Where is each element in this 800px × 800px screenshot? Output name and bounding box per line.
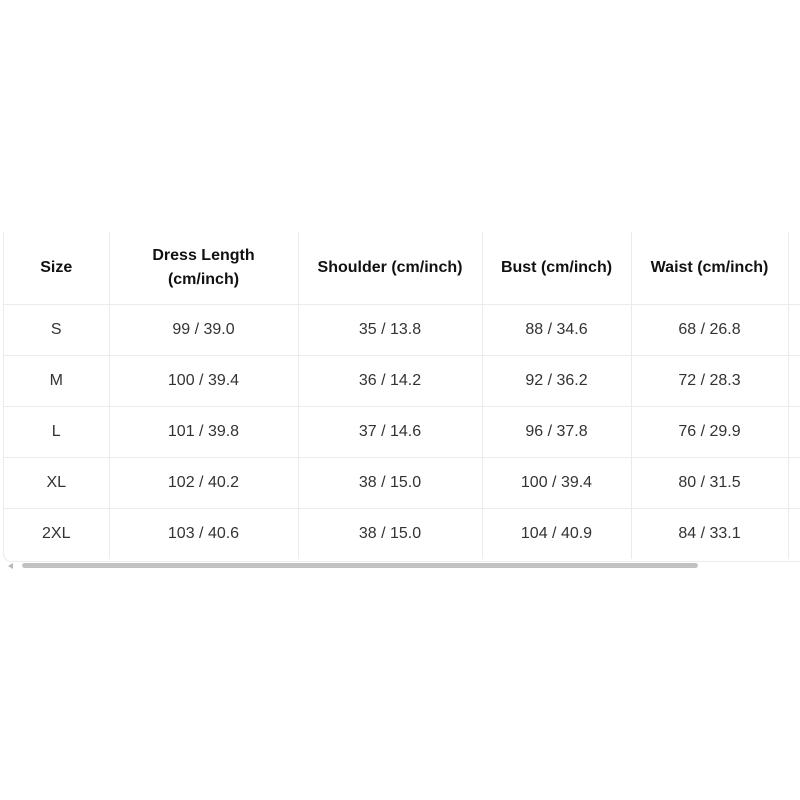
header-bust: Bust (cm/inch) bbox=[482, 232, 631, 304]
cell-shoulder: 38 / 15.0 bbox=[298, 457, 482, 508]
cell-dress-length: 103 / 40.6 bbox=[109, 508, 298, 559]
cell-size: L bbox=[4, 406, 109, 457]
cell-shoulder: 35 / 13.8 bbox=[298, 304, 482, 355]
header-size: Size bbox=[4, 232, 109, 304]
cell-extra bbox=[788, 508, 800, 559]
table-body bbox=[4, 304, 800, 559]
cell-size: XL bbox=[4, 457, 109, 508]
cell-bust: 92 / 36.2 bbox=[482, 355, 631, 406]
cell-waist: 84 / 33.1 bbox=[631, 508, 788, 559]
header-shoulder: Shoulder (cm/inch) bbox=[298, 232, 482, 304]
header-dress-length: Dress Length (cm/inch) bbox=[109, 232, 298, 304]
table-row bbox=[4, 508, 800, 559]
cell-shoulder: 37 / 14.6 bbox=[298, 406, 482, 457]
cell-waist: 68 / 26.8 bbox=[631, 304, 788, 355]
horizontal-scrollbar[interactable] bbox=[8, 562, 800, 570]
cell-bust: 96 / 37.8 bbox=[482, 406, 631, 457]
cell-dress-length: 100 / 39.4 bbox=[109, 355, 298, 406]
cell-size: 2XL bbox=[4, 508, 109, 559]
cell-waist: 72 / 28.3 bbox=[631, 355, 788, 406]
cell-extra bbox=[788, 304, 800, 355]
table-header bbox=[4, 232, 800, 304]
header-waist: Waist (cm/inch) bbox=[631, 232, 788, 304]
size-chart-table-container[interactable] bbox=[3, 232, 800, 562]
cell-dress-length: 102 / 40.2 bbox=[109, 457, 298, 508]
cell-bust: 100 / 39.4 bbox=[482, 457, 631, 508]
table-row bbox=[4, 304, 800, 355]
scrollbar-thumb[interactable] bbox=[22, 563, 698, 568]
table-row bbox=[4, 406, 800, 457]
cell-size: S bbox=[4, 304, 109, 355]
cell-shoulder: 36 / 14.2 bbox=[298, 355, 482, 406]
header-row bbox=[4, 232, 800, 304]
cell-extra bbox=[788, 355, 800, 406]
cell-extra bbox=[788, 406, 800, 457]
header-extra bbox=[788, 232, 800, 304]
table-row bbox=[4, 355, 800, 406]
cell-waist: 76 / 29.9 bbox=[631, 406, 788, 457]
cell-dress-length: 101 / 39.8 bbox=[109, 406, 298, 457]
cell-bust: 104 / 40.9 bbox=[482, 508, 631, 559]
cell-extra bbox=[788, 457, 800, 508]
scroll-left-arrow-icon[interactable] bbox=[8, 563, 13, 569]
cell-waist: 80 / 31.5 bbox=[631, 457, 788, 508]
cell-bust: 88 / 34.6 bbox=[482, 304, 631, 355]
table-row bbox=[4, 457, 800, 508]
cell-size: M bbox=[4, 355, 109, 406]
cell-dress-length: 99 / 39.0 bbox=[109, 304, 298, 355]
size-chart-table bbox=[4, 232, 800, 559]
cell-shoulder: 38 / 15.0 bbox=[298, 508, 482, 559]
